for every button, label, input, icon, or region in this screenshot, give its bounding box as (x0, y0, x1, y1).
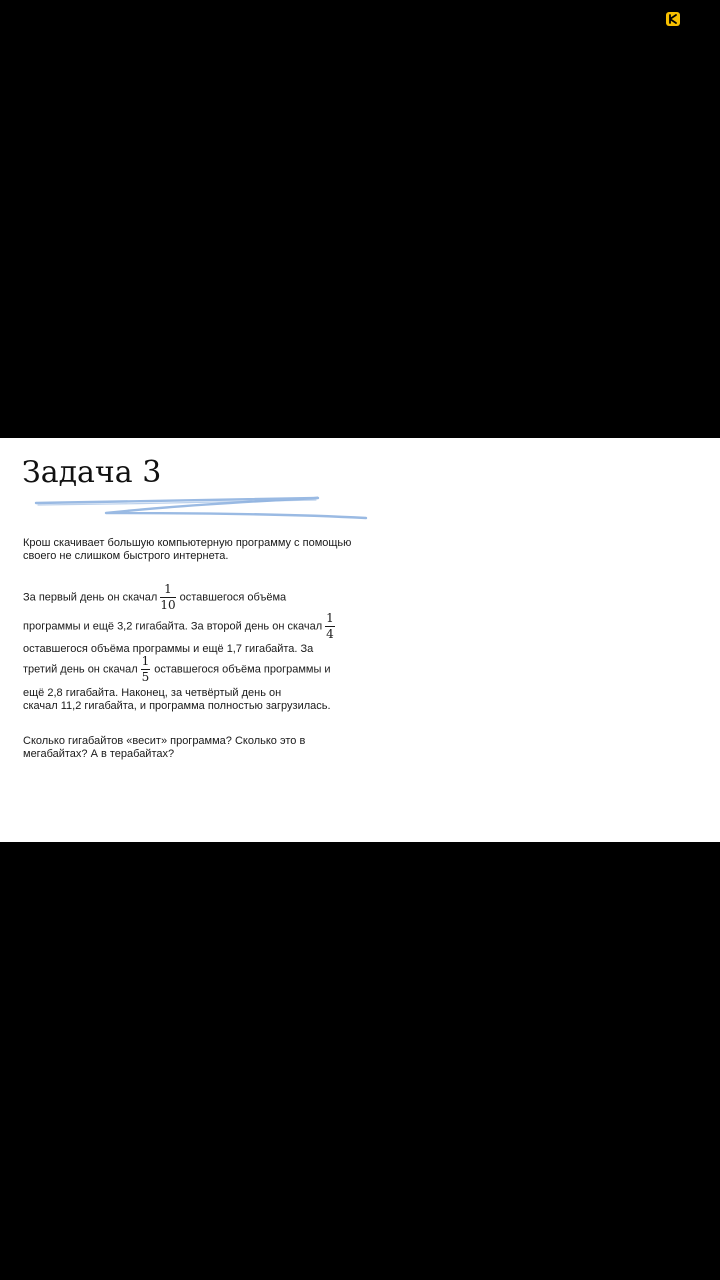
fraction-one-tenth (160, 583, 175, 612)
fraction-numerator: 1 (326, 611, 334, 625)
problem-line-6: скачал 11,2 гигабайта, и программа полностью загрузилась. (23, 700, 331, 712)
line-2-text-before: программы и ещё 3,2 гигабайта. За второй день он скачал (23, 620, 323, 633)
line-1-text-before: За первый день он скачал (23, 591, 158, 604)
fraction-numerator: 1 (141, 654, 150, 668)
fraction-denominator: 5 (141, 670, 150, 684)
task-title: Задача 3 (22, 455, 162, 490)
fraction-numerator: 1 (160, 583, 175, 598)
problem-line-3: оставшегося объёма программы и ещё 1,7 гигабайта. За (23, 643, 314, 655)
fraction-one-fifth (141, 655, 151, 684)
handwritten-underline (30, 492, 375, 524)
fraction-denominator: 4 (326, 627, 334, 641)
question-paragraph: Сколько гигабайтов «весит» программа? Сколько это в мегабайтах? А в терабайтах? (23, 735, 306, 760)
problem-line-1 (23, 583, 286, 612)
fraction-denominator: 10 (160, 598, 176, 612)
app-logo-icon (665, 11, 681, 27)
line-4-text-after: оставшегося объёма программы и (154, 663, 331, 676)
problem-line-5: ещё 2,8 гигабайта. Наконец, за четвёртый день он (23, 687, 282, 699)
task-slide (0, 438, 720, 842)
line-4-text-before: третий день он скачал (23, 663, 138, 676)
intro-paragraph: Крош скачивает большую компьютерную программу с помощью своего не слишком быстрого интернета. (23, 537, 352, 562)
problem-line-4 (23, 655, 331, 684)
problem-line-2 (23, 612, 339, 641)
line-1-text-after: оставшегося объёма (179, 591, 287, 604)
fraction-one-quarter (325, 612, 335, 641)
